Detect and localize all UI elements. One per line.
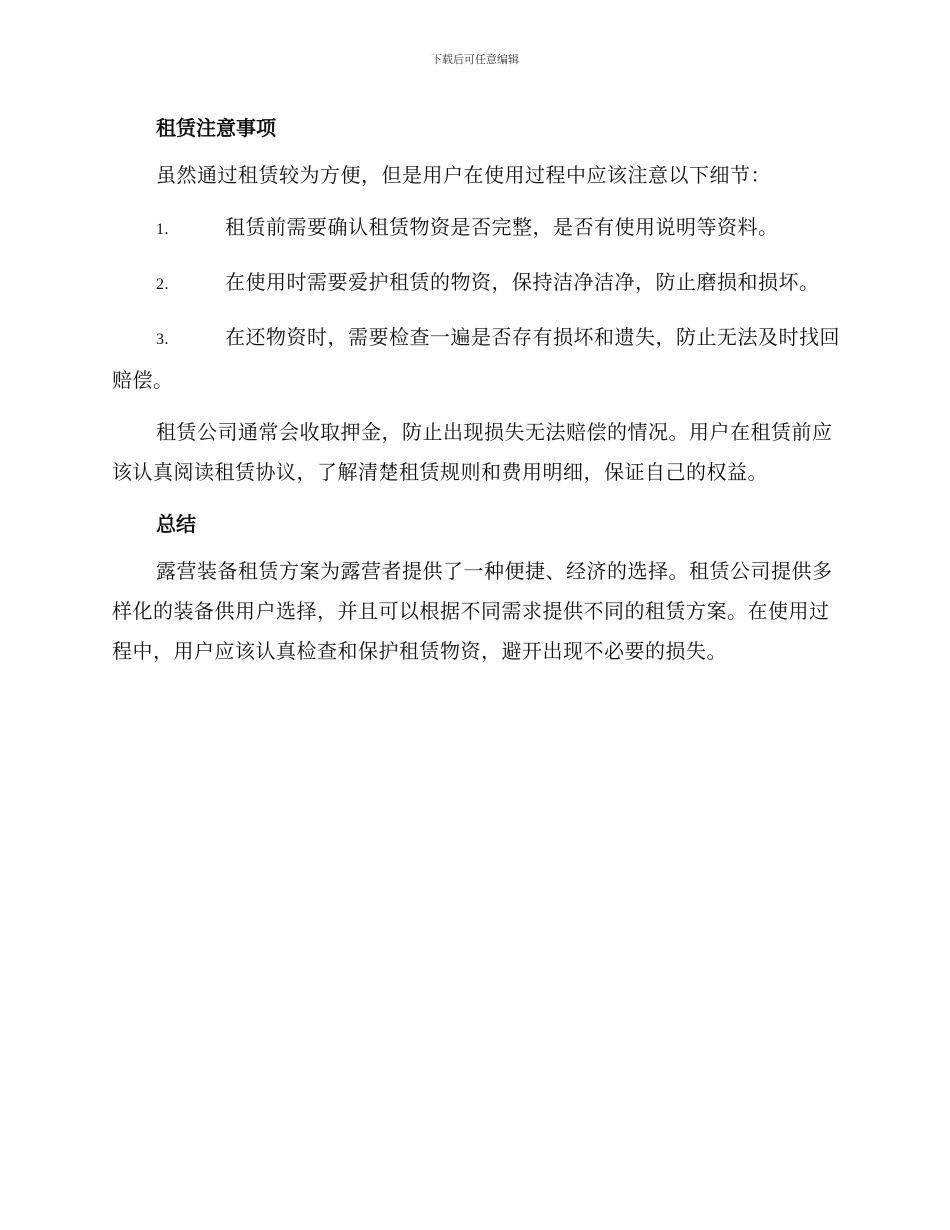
list-number: 2. [156, 276, 169, 293]
list-text: 租赁前需要确认租赁物资是否完整，是否有使用说明等资料。 [225, 215, 779, 239]
list-number: 3. [156, 331, 169, 348]
list-text: 在还物资时，需要检查一遍是否存有损坏和遗失，防止无法及时找回赔偿。 [112, 325, 840, 392]
list-item [112, 317, 840, 400]
list-text: 在使用时需要爱护租赁的物资，保持洁净洁净，防止磨损和损坏。 [225, 270, 820, 294]
document-body [112, 108, 840, 683]
section-title-rental-notes: 租赁注意事项 [156, 116, 276, 140]
page-header: 下载后可任意编辑 [431, 53, 519, 66]
list-number: 1. [156, 221, 169, 238]
section-intro: 虽然通过租赁较为方便，但是用户在使用过程中应该注意以下细节： [156, 163, 771, 187]
section-closing-paragraph: 租赁公司通常会收取押金，防止出现损失无法赔偿的情况。用户在租赁前应该认真阅读租赁协议，了解清楚租赁规则和费用明细，保证自己的权益。 [112, 420, 833, 484]
section-title-summary: 总结 [156, 512, 196, 536]
summary-paragraph: 露营装备租赁方案为露营者提供了一种便捷、经济的选择。租赁公司提供多样化的装备供用户选择，并且可以根据不同需求提供不同的租赁方案。在使用过程中，用户应该认真检查和保护租赁物资，避开出现不必要的损失。 [112, 559, 833, 663]
list-item [112, 262, 840, 305]
list-item [112, 207, 840, 250]
